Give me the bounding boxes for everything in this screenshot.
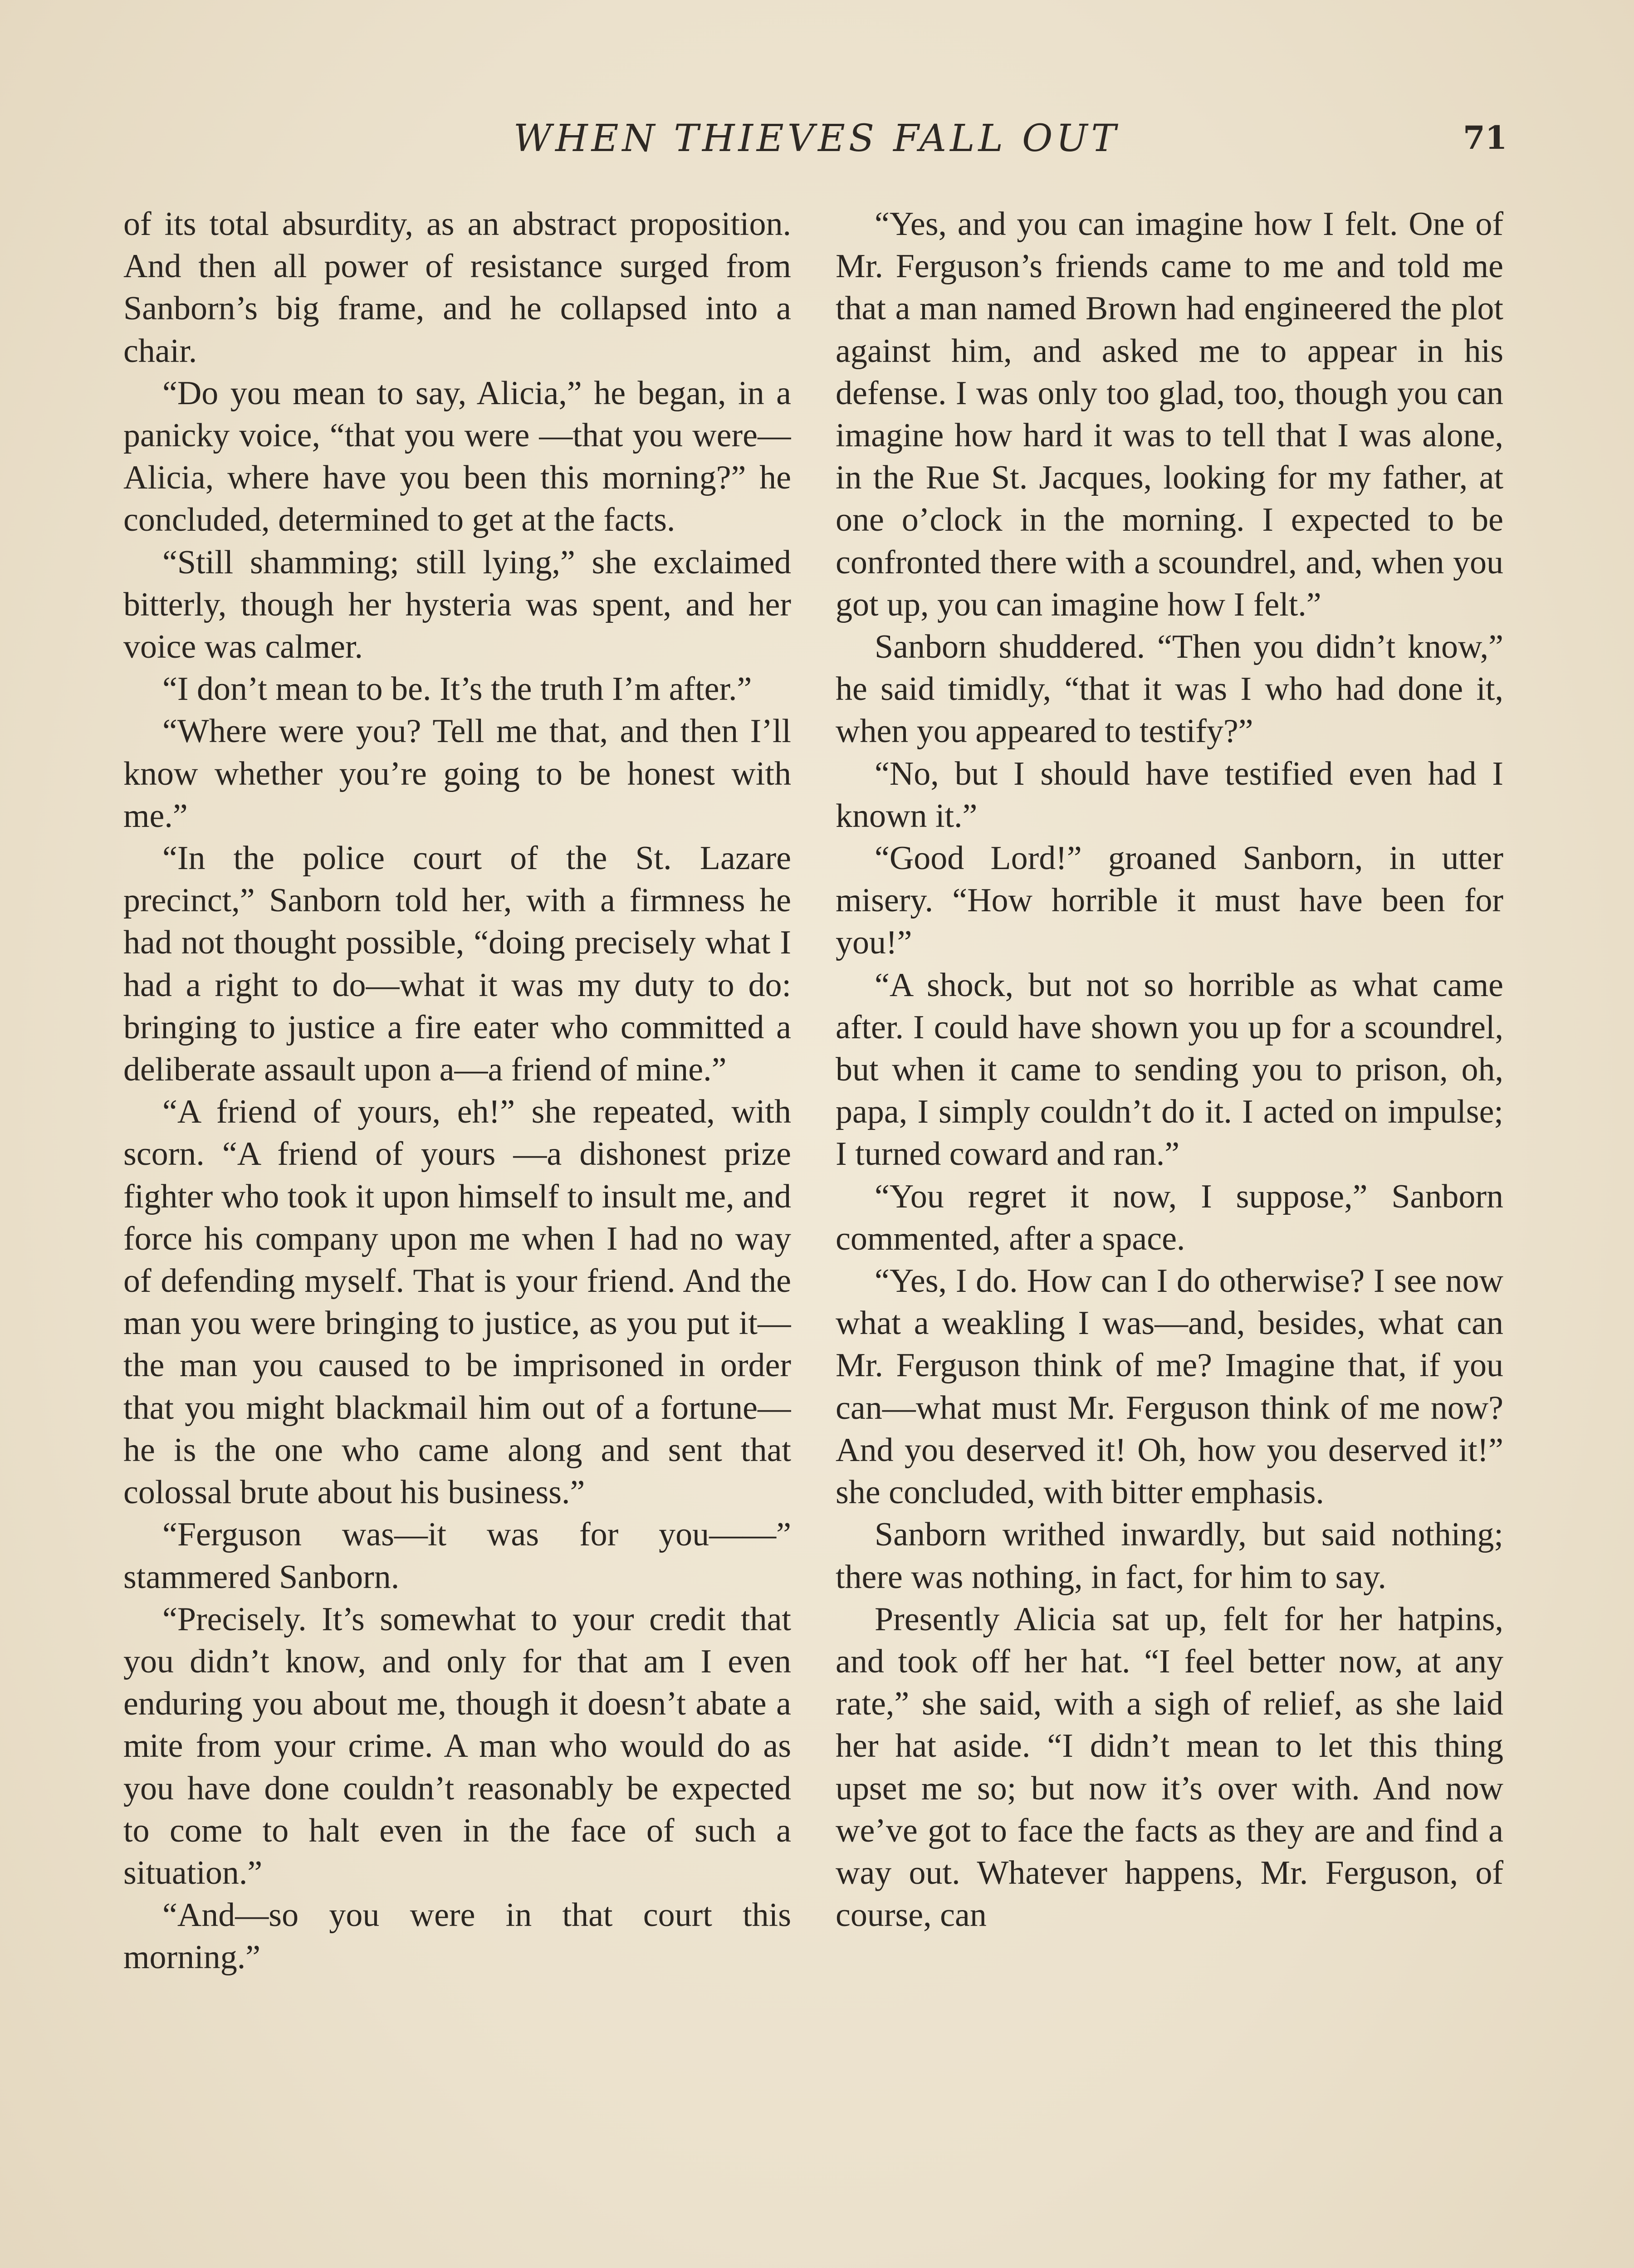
paragraph: of its total absurdity, as an abstract proposition. And then all power of resistance surged from Sanborn’s big frame, and he collapsed into a chair. [123, 205, 791, 370]
paragraph: “You regret it now, I suppose,” Sanborn commented, after a space. [836, 1178, 1503, 1257]
paragraph: “Yes, and you can imagine how I felt. One of Mr. Ferguson’s friends came to me and told me that a man named Brown had engineered the plot against him, and asked me to appear in his defense. I was only too glad, too, though you can imagine how hard it was to tell that I was alone, in the Rue St. Jacques, looking for my father, at one o’clock in the morning. I expected to be confronted there with a scoundrel, and, when you got up, you can imagine how I felt.” [836, 205, 1503, 623]
paragraph: “Still shamming; still lying,” she exclaimed bitterly, though her hysteria was spent, and her voice was calmer. [123, 543, 791, 666]
paragraph: Presently Alicia sat up, felt for her hatpins, and took off her hat. “I feel better now, at any rate,” she said, with a sigh of relief, as she laid her hat aside. “I didn’t mean to let this thing upset me so; but now it’s over with. And now we’ve got to face the facts as they are and find a way out. Whatever happens, Mr. Ferguson, of course, can [836, 1600, 1503, 1934]
running-title: WHEN THIEVES FALL OUT [513, 117, 1120, 160]
paragraph: “Precisely. It’s somewhat to your credit that you didn’t know, and only for that am I even enduring you about me, though it doesn’t abate a mite from your crime. A man who would do as you have done couldn’t reasonably be expected to come to halt even in the face of such a situation.” [123, 1600, 791, 1892]
paragraph: Sanborn shuddered. “Then you didn’t know,” he said timidly, “that it was I who had done it, when you appeared to testify?” [836, 628, 1503, 750]
text-column-right [836, 203, 1503, 2268]
paragraph: “Do you mean to say, Alicia,” he began, in a panicky voice, “that you were —that you were—Alicia, where have you been this morning?” he concluded, determined to get at the facts. [123, 374, 791, 539]
paragraph: “Where were you? Tell me that, and then I’ll know whether you’re going to be honest with me.” [123, 713, 791, 835]
page-number: 71 [1463, 119, 1507, 156]
paragraph: Sanborn writhed inwardly, but said nothing; there was nothing, in fact, for him to say. [836, 1516, 1503, 1596]
paragraph: “A shock, but not so horrible as what came after. I could have shown you up for a scoundrel, but when it came to sending you to prison, oh, papa, I simply couldn’t do it. I acted on impulse; I turned coward and ran.” [836, 966, 1503, 1173]
paragraph: “And—so you were in that court this morning.” [123, 1897, 791, 1976]
text-column-left [123, 203, 791, 2268]
paragraph: “I don’t mean to be. It’s the truth I’m after.” [162, 670, 752, 708]
paragraph: “No, but I should have testified even had I known it.” [836, 755, 1503, 835]
paragraph: “A friend of yours, eh!” she repeated, with scorn. “A friend of yours —a dishonest prize fighter who took it upon himself to insult me, and force his company upon me when I had no way of defending myself. That is your friend. And the man you were bringing to justice, as you put it—the man you caused to be imprisoned in order that you might blackmail him out of a fortune—he is the one who came along and sent that colossal brute about his business.” [123, 1093, 791, 1511]
paragraph: “Good Lord!” groaned Sanborn, in utter misery. “How horrible it must have been for you!” [836, 840, 1503, 962]
paragraph: “In the police court of the St. Lazare precinct,” Sanborn told her, with a firmness he had not thought possible, “doing precisely what I had a right to do—what it was my duty to do: bringing to justice a fire eater who committed a deliberate assault upon a—a friend of mine.” [123, 840, 791, 1089]
paragraph: “Ferguson was—it was for you——” stammered Sanborn. [123, 1516, 791, 1596]
paragraph: “Yes, I do. How can I do otherwise? I see now what a weakling I was—and, besides, what can Mr. Ferguson think of me? Imagine that, if you can—what must Mr. Ferguson think of me now? And you deserved it! Oh, how you deserved it!” she concluded, with bitter emphasis. [836, 1262, 1503, 1511]
